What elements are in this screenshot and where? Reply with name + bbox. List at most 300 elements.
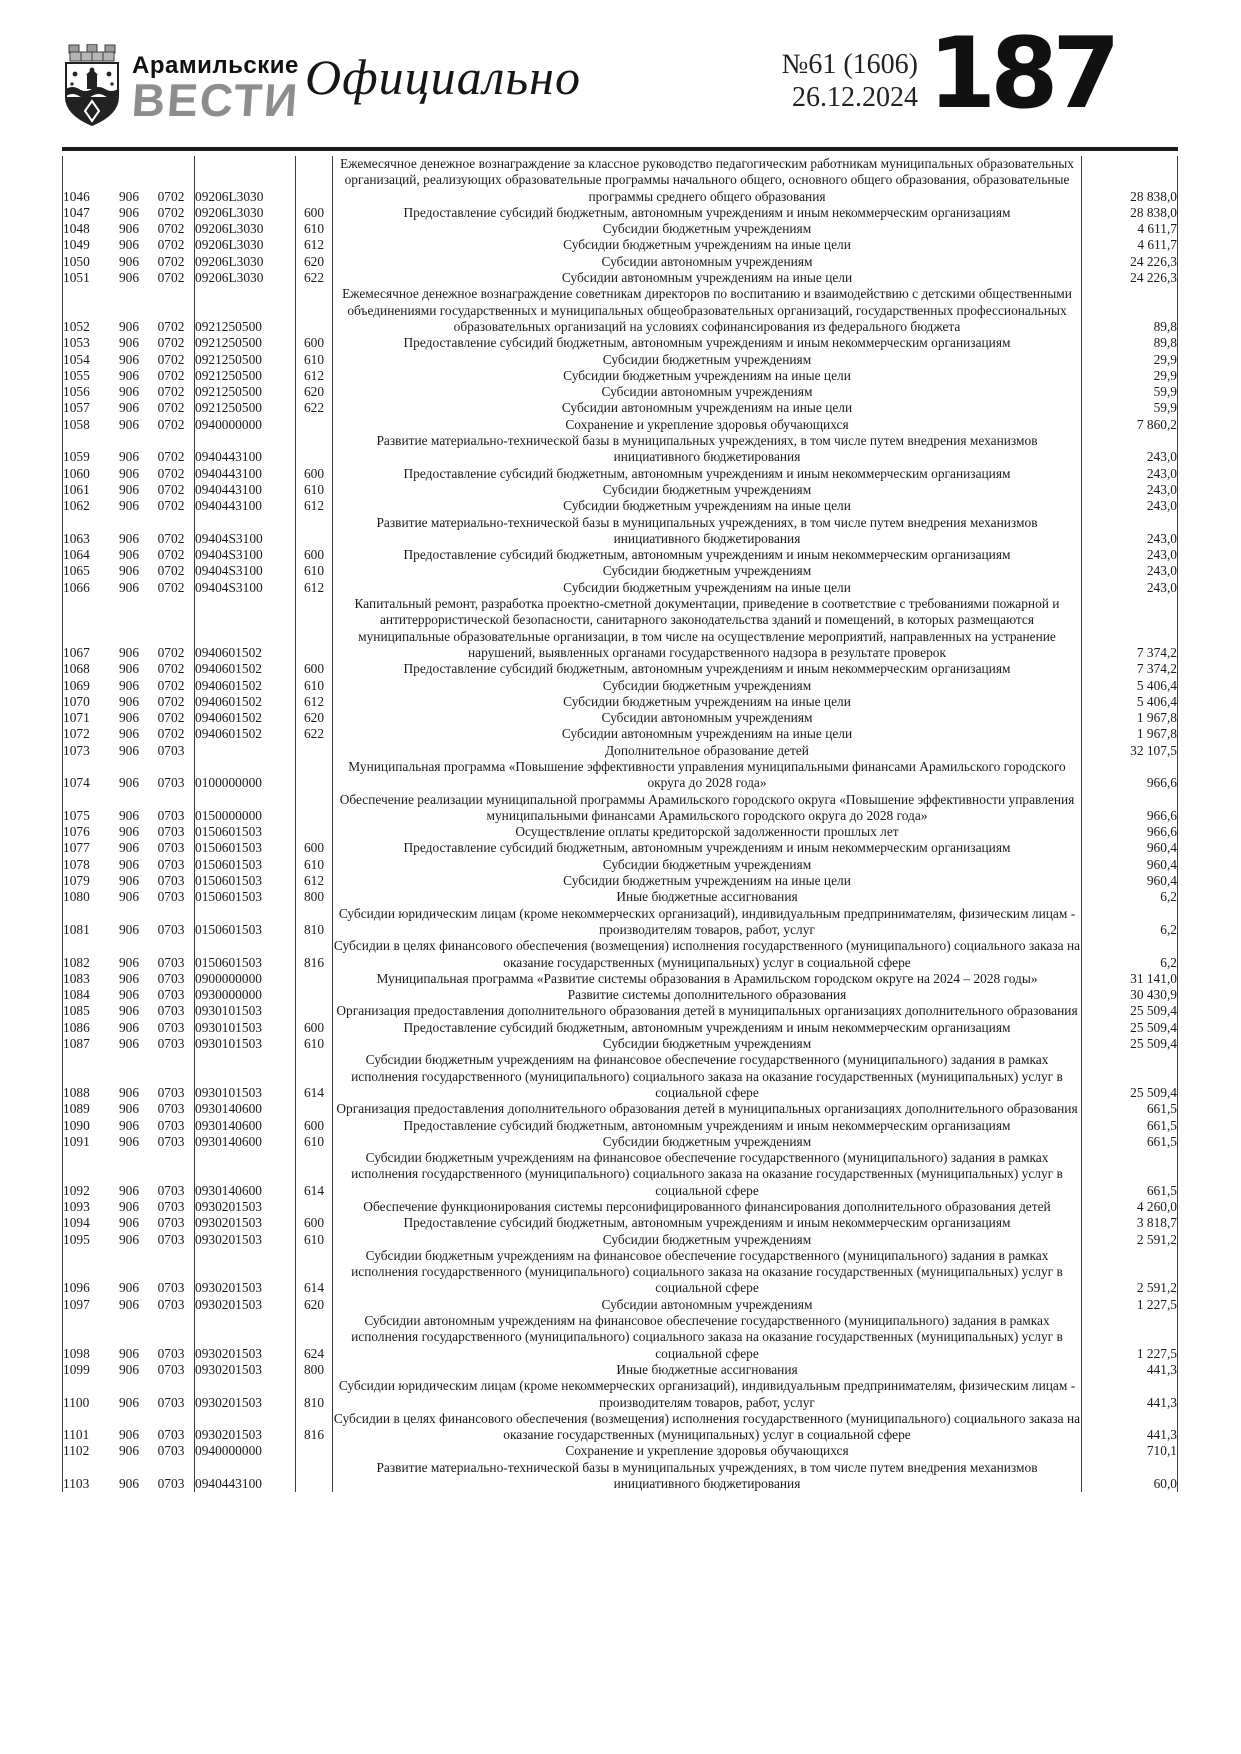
- cell-desc: Субсидии юридическим лицам (кроме некоммерческих организаций), индивидуальным предпринимателям, физическим лицам - производителям товаров, работ, услуг: [333, 906, 1082, 939]
- cell-num: 1054: [63, 352, 111, 368]
- cell-code: 0940601502: [195, 694, 296, 710]
- cell-amount: 441,3: [1082, 1378, 1178, 1411]
- cell-amount: 29,9: [1082, 352, 1178, 368]
- cell-amount: 243,0: [1082, 498, 1178, 514]
- cell-grbs: 906: [118, 221, 140, 237]
- cell-desc: Иные бюджетные ассигнования: [333, 889, 1082, 905]
- cell-code: 0150601503: [195, 840, 296, 856]
- cell-section: 0703: [157, 807, 185, 823]
- cell-desc: Предоставление субсидий бюджетным, автономным учреждениям и иным некоммерческим организациям: [333, 1020, 1082, 1036]
- cell-num: 1073: [63, 743, 111, 759]
- cell-code: 0921250500: [195, 400, 296, 416]
- cell-grbs: 906: [118, 954, 140, 970]
- cell-vid: 612: [296, 694, 333, 710]
- cell-vid: 620: [296, 1297, 333, 1313]
- cell-desc: Субсидии бюджетным учреждениям: [333, 1232, 1082, 1248]
- cell-vid: 810: [296, 1378, 333, 1411]
- table-row: [63, 726, 1178, 742]
- cell-num: 1085: [63, 1003, 111, 1019]
- table-row: [63, 678, 1178, 694]
- table-row: [63, 384, 1178, 400]
- cell-grbs: 906: [118, 547, 140, 563]
- cell-amount: 661,5: [1082, 1101, 1178, 1117]
- cell-grbs: 906: [118, 384, 140, 400]
- cell-desc: Ежемесячное денежное вознаграждение за классное руководство педагогическим работникам муниципальных образовательных организаций, реализующих образовательные программы начального общего, основного общего образования, образовательные программы среднего общего образования: [333, 156, 1082, 205]
- cell-code: 0921250500: [195, 286, 296, 335]
- cell-section: 0703: [157, 987, 185, 1003]
- cell-section: 0702: [157, 693, 185, 709]
- cell-code: 09206L3030: [195, 156, 296, 205]
- cell-code: 0150601503: [195, 824, 296, 840]
- cell-code: 0940443100: [195, 498, 296, 514]
- table-row: [63, 563, 1178, 579]
- table-row: [63, 1248, 1178, 1297]
- table-row: [63, 205, 1178, 221]
- cell-amount: 32 107,5: [1082, 743, 1178, 759]
- cell-num: 1100: [63, 1378, 111, 1411]
- cell-section: 0703: [157, 1019, 185, 1035]
- cell-vid: 600: [296, 661, 333, 677]
- cell-vid: 610: [296, 221, 333, 237]
- table-row: [63, 840, 1178, 856]
- cell-amount: 1 227,5: [1082, 1297, 1178, 1313]
- cell-num: 1069: [63, 678, 111, 694]
- page-header: [0, 0, 1241, 148]
- cell-section: 0703: [157, 921, 185, 937]
- cell-num: 1081: [63, 906, 111, 939]
- cell-vid: 600: [296, 1118, 333, 1134]
- cell-grbs: 906: [118, 237, 140, 253]
- table-row: [63, 661, 1178, 677]
- cell-desc: Субсидии автономным учреждениям на финансовое обеспечение государственного (муниципального) задания в рамках исполнения государственного (муниципального) социального заказа на оказание государственных (муниципальных) услуг в социальной сфере: [333, 1313, 1082, 1362]
- cell-vid: 612: [296, 368, 333, 384]
- cell-vid: 620: [296, 254, 333, 270]
- cell-section: 0703: [157, 954, 185, 970]
- cell-num: 1089: [63, 1101, 111, 1117]
- cell-num: 1084: [63, 987, 111, 1003]
- cell-amount: 966,6: [1082, 792, 1178, 825]
- cell-num: 1088: [63, 1052, 111, 1101]
- cell-code: 0100000000: [195, 759, 296, 792]
- cell-num: 1093: [63, 1199, 111, 1215]
- cell-grbs: 906: [118, 644, 140, 660]
- cell-num: 1047: [63, 205, 111, 221]
- budget-table-wrap: [62, 156, 1178, 1492]
- cell-vid: 620: [296, 710, 333, 726]
- cell-amount: 441,3: [1082, 1362, 1178, 1378]
- cell-code: 0150601503: [195, 857, 296, 873]
- cell-code: 0930000000: [195, 987, 296, 1003]
- cell-section: 0702: [157, 644, 185, 660]
- cell-section: 0702: [157, 318, 185, 334]
- cell-code: 0940443100: [195, 1460, 296, 1493]
- cell-section: 0703: [157, 1427, 185, 1443]
- cell-vid: 610: [296, 1232, 333, 1248]
- cell-desc: Субсидии автономным учреждениям на иные цели: [333, 270, 1082, 286]
- cell-vid: [296, 1003, 333, 1019]
- cell-amount: 7 374,2: [1082, 661, 1178, 677]
- cell-grbs: 906: [118, 1394, 140, 1410]
- cell-desc: Сохранение и укрепление здоровья обучающихся: [333, 1443, 1082, 1459]
- cell-code: 0940601502: [195, 726, 296, 742]
- issue-date: 26.12.2024: [792, 82, 918, 113]
- cell-grbs: 906: [118, 873, 140, 889]
- cell-grbs: 906: [118, 465, 140, 481]
- cell-num: 1091: [63, 1134, 111, 1150]
- cell-grbs: 906: [118, 987, 140, 1003]
- cell-code: 0940443100: [195, 482, 296, 498]
- cell-vid: [296, 971, 333, 987]
- cell-section: 0703: [157, 1476, 185, 1492]
- cell-vid: 614: [296, 1248, 333, 1297]
- cell-num: 1087: [63, 1036, 111, 1052]
- cell-num: 1063: [63, 515, 111, 548]
- cell-section: 0702: [157, 270, 185, 286]
- cell-num: 1059: [63, 433, 111, 466]
- cell-desc: Субсидии автономным учреждениям на иные цели: [333, 400, 1082, 416]
- cell-desc: Субсидии бюджетным учреждениям на финансовое обеспечение государственного (муниципального) задания в рамках исполнения государственного (муниципального) социального заказа на оказание государственных (муниципальных) услуг в социальной сфере: [333, 1248, 1082, 1297]
- cell-grbs: 906: [118, 824, 140, 840]
- cell-grbs: 906: [118, 1036, 140, 1052]
- cell-grbs: 906: [118, 204, 140, 220]
- cell-grbs: 906: [118, 775, 140, 791]
- cell-amount: 28 838,0: [1082, 205, 1178, 221]
- cell-code: 0930201503: [195, 1215, 296, 1231]
- table-row: [63, 743, 1178, 759]
- cell-vid: 614: [296, 1150, 333, 1199]
- table-row: [63, 1362, 1178, 1378]
- cell-amount: 60,0: [1082, 1460, 1178, 1493]
- cell-desc: Субсидии бюджетным учреждениям: [333, 352, 1082, 368]
- cell-desc: Субсидии автономным учреждениям на иные цели: [333, 726, 1082, 742]
- cell-code: 0930201503: [195, 1411, 296, 1444]
- cell-section: 0702: [157, 579, 185, 595]
- cell-vid: 622: [296, 270, 333, 286]
- cell-code: 0921250500: [195, 335, 296, 351]
- cell-amount: 4 611,7: [1082, 237, 1178, 253]
- cell-vid: [296, 1460, 333, 1493]
- cell-num: 1050: [63, 254, 111, 270]
- cell-num: 1060: [63, 466, 111, 482]
- cell-num: 1083: [63, 971, 111, 987]
- cell-grbs: 906: [118, 807, 140, 823]
- masthead-title-bottom: ВЕСТИ: [130, 74, 301, 126]
- section-title: Официально: [305, 49, 581, 105]
- cell-vid: 610: [296, 1036, 333, 1052]
- cell-grbs: 906: [118, 710, 140, 726]
- table-row: [63, 1020, 1178, 1036]
- cell-vid: [296, 1443, 333, 1459]
- cell-amount: 960,4: [1082, 873, 1178, 889]
- table-row: [63, 987, 1178, 1003]
- cell-amount: 710,1: [1082, 1443, 1178, 1459]
- cell-amount: 243,0: [1082, 515, 1178, 548]
- masthead-text: [130, 52, 301, 126]
- cell-desc: Сохранение и укрепление здоровья обучающихся: [333, 417, 1082, 433]
- cell-section: 0703: [157, 1361, 185, 1377]
- cell-desc: Субсидии бюджетным учреждениям на иные цели: [333, 368, 1082, 384]
- cell-amount: 2 591,2: [1082, 1232, 1178, 1248]
- cell-code: [195, 743, 296, 759]
- cell-vid: 612: [296, 873, 333, 889]
- cell-amount: 89,8: [1082, 286, 1178, 335]
- cell-desc: Обеспечение функционирования системы персонифицированного финансирования дополнительного образования детей: [333, 1199, 1082, 1215]
- cell-code: 0930101503: [195, 1052, 296, 1101]
- cell-desc: Субсидии бюджетным учреждениям: [333, 221, 1082, 237]
- cell-num: 1097: [63, 1297, 111, 1313]
- cell-section: 0702: [157, 253, 185, 269]
- cell-code: 0930140600: [195, 1150, 296, 1199]
- cell-vid: [296, 987, 333, 1003]
- table-row: [63, 857, 1178, 873]
- cell-section: 0703: [157, 1443, 185, 1459]
- cell-num: 1077: [63, 840, 111, 856]
- table-row: [63, 1150, 1178, 1199]
- cell-code: 0150601503: [195, 873, 296, 889]
- cell-amount: 29,9: [1082, 368, 1178, 384]
- cell-section: 0702: [157, 204, 185, 220]
- cell-code: 0930101503: [195, 1003, 296, 1019]
- coat-of-arms-icon: [60, 44, 124, 128]
- cell-grbs: 906: [118, 449, 140, 465]
- cell-section: 0703: [157, 1345, 185, 1361]
- cell-vid: 624: [296, 1313, 333, 1362]
- cell-desc: Предоставление субсидий бюджетным, автономным учреждениям и иным некоммерческим организациям: [333, 1215, 1082, 1231]
- cell-num: 1071: [63, 710, 111, 726]
- cell-desc: Субсидии автономным учреждениям: [333, 384, 1082, 400]
- cell-desc: Предоставление субсидий бюджетным, автономным учреждениям и иным некоммерческим организациям: [333, 547, 1082, 563]
- cell-code: 09206L3030: [195, 221, 296, 237]
- cell-grbs: 906: [118, 367, 140, 383]
- cell-grbs: 906: [118, 889, 140, 905]
- cell-section: 0702: [157, 677, 185, 693]
- cell-grbs: 906: [118, 1443, 140, 1459]
- cell-amount: 30 430,9: [1082, 987, 1178, 1003]
- cell-code: 0940601502: [195, 678, 296, 694]
- cell-num: 1099: [63, 1362, 111, 1378]
- table-row: [63, 352, 1178, 368]
- cell-grbs: 906: [118, 742, 140, 758]
- cell-vid: 612: [296, 237, 333, 253]
- table-row: [63, 1232, 1178, 1248]
- cell-num: 1072: [63, 726, 111, 742]
- cell-code: 0900000000: [195, 971, 296, 987]
- cell-desc: Субсидии бюджетным учреждениям на иные цели: [333, 237, 1082, 253]
- table-row: [63, 1215, 1178, 1231]
- cell-desc: Обеспечение реализации муниципальной программы Арамильского городского округа «Повышение эффективности управления муниципальными финансами Арамильского городского округа до 2028 года»: [333, 792, 1082, 825]
- cell-num: 1094: [63, 1215, 111, 1231]
- cell-vid: 610: [296, 482, 333, 498]
- cell-num: 1078: [63, 857, 111, 873]
- cell-grbs: 906: [118, 1133, 140, 1149]
- cell-section: 0702: [157, 530, 185, 546]
- cell-num: 1075: [63, 792, 111, 825]
- cell-code: 0921250500: [195, 352, 296, 368]
- table-row: [63, 368, 1178, 384]
- cell-section: 0702: [157, 547, 185, 563]
- cell-vid: [296, 824, 333, 840]
- cell-vid: 600: [296, 1020, 333, 1036]
- cell-vid: [296, 156, 333, 205]
- table-row: [63, 1297, 1178, 1313]
- cell-desc: Субсидии в целях финансового обеспечения (возмещения) исполнения государственного (муниципального) социального заказа на оказание государственных (муниципальных) услуг в социальной сфере: [333, 938, 1081, 970]
- cell-desc: Предоставление субсидий бюджетным, автономным учреждениям и иным некоммерческим организациям: [333, 840, 1082, 856]
- cell-section: 0703: [157, 1296, 185, 1312]
- cell-section: 0702: [157, 237, 185, 253]
- cell-amount: 25 509,4: [1082, 1003, 1178, 1019]
- cell-grbs: 906: [118, 1215, 140, 1231]
- cell-grbs: 906: [118, 1019, 140, 1035]
- cell-desc: Муниципальная программа «Развитие системы образования в Арамильском городском округе на 2024 – 2028 годы»: [333, 971, 1082, 987]
- cell-vid: [296, 792, 333, 825]
- table-row: [63, 1118, 1178, 1134]
- cell-num: 1058: [63, 417, 111, 433]
- cell-section: 0702: [157, 726, 185, 742]
- table-row: [63, 710, 1178, 726]
- table-row: [63, 938, 1178, 971]
- issue-block: [700, 48, 918, 114]
- cell-desc: Осуществление оплаты кредиторской задолженности прошлых лет: [333, 824, 1082, 840]
- cell-amount: 243,0: [1082, 580, 1178, 596]
- table-row: [63, 1199, 1178, 1215]
- cell-grbs: 906: [118, 1296, 140, 1312]
- cell-vid: [296, 759, 333, 792]
- cell-amount: 243,0: [1082, 547, 1178, 563]
- cell-grbs: 906: [118, 1101, 140, 1117]
- cell-grbs: 906: [118, 921, 140, 937]
- cell-section: 0703: [157, 1036, 185, 1052]
- cell-grbs: 906: [118, 840, 140, 856]
- cell-section: 0702: [157, 221, 185, 237]
- cell-grbs: 906: [118, 400, 140, 416]
- cell-grbs: 906: [118, 1182, 140, 1198]
- cell-amount: 966,6: [1082, 759, 1178, 792]
- cell-section: 0702: [157, 465, 185, 481]
- cell-grbs: 906: [118, 498, 140, 514]
- cell-grbs: 906: [118, 1476, 140, 1492]
- cell-num: 1102: [63, 1443, 111, 1459]
- cell-vid: 620: [296, 384, 333, 400]
- cell-vid: 612: [296, 580, 333, 596]
- budget-table-body: [63, 156, 1178, 1492]
- cell-section: 0703: [157, 775, 185, 791]
- cell-desc: Субсидии в целях финансового обеспечения (возмещения) исполнения государственного (муниципального) социального заказа на оказание государственных (муниципальных) услуг в социальной сфере: [333, 1410, 1081, 1443]
- cell-code: 0940601502: [195, 661, 296, 677]
- cell-section: 0703: [157, 1182, 185, 1198]
- cell-desc: Развитие системы дополнительного образования: [333, 987, 1082, 1003]
- cell-section: 0703: [157, 970, 185, 986]
- cell-num: 1082: [63, 938, 111, 971]
- cell-vid: 600: [296, 335, 333, 351]
- cell-grbs: 906: [118, 563, 140, 579]
- table-row: [63, 1313, 1178, 1362]
- cell-code: 0940443100: [195, 433, 296, 466]
- cell-amount: 243,0: [1082, 482, 1178, 498]
- cell-grbs: 906: [118, 1231, 140, 1247]
- table-row: [63, 1411, 1178, 1444]
- cell-num: 1086: [63, 1020, 111, 1036]
- issue-number: №61 (1606): [781, 49, 918, 80]
- cell-code: 0930201503: [195, 1378, 296, 1411]
- cell-section: 0703: [157, 1231, 185, 1247]
- table-row: [63, 1378, 1178, 1411]
- cell-code: 0150601503: [195, 938, 296, 971]
- cell-amount: 2 591,2: [1082, 1248, 1178, 1297]
- cell-section: 0703: [157, 1003, 185, 1019]
- cell-code: 09404S3100: [195, 547, 296, 563]
- cell-section: 0703: [157, 873, 185, 889]
- table-row: [63, 759, 1178, 792]
- cell-num: 1074: [63, 759, 111, 792]
- cell-vid: 816: [296, 938, 333, 971]
- cell-desc: Предоставление субсидий бюджетным, автономным учреждениям и иным некоммерческим организациям: [333, 205, 1082, 221]
- table-row: [63, 694, 1178, 710]
- cell-vid: 600: [296, 466, 333, 482]
- table-row: [63, 237, 1178, 253]
- cell-grbs: 906: [118, 335, 140, 351]
- cell-amount: 24 226,3: [1082, 270, 1178, 286]
- cell-section: 0702: [157, 710, 185, 726]
- table-row: [63, 547, 1178, 563]
- cell-code: 09206L3030: [195, 254, 296, 270]
- cell-grbs: 906: [118, 188, 140, 204]
- table-row: [63, 156, 1178, 205]
- cell-vid: 600: [296, 205, 333, 221]
- cell-grbs: 906: [118, 856, 140, 872]
- cell-section: 0702: [157, 384, 185, 400]
- cell-vid: 610: [296, 352, 333, 368]
- cell-vid: 810: [296, 906, 333, 939]
- page-number: 187: [928, 17, 1115, 131]
- cell-vid: 610: [296, 678, 333, 694]
- cell-desc: Субсидии бюджетным учреждениям на иные цели: [333, 580, 1082, 596]
- table-row: [63, 1052, 1178, 1101]
- cell-grbs: 906: [118, 416, 140, 432]
- table-row: [63, 873, 1178, 889]
- table-row: [63, 1134, 1178, 1150]
- cell-section: 0703: [157, 824, 185, 840]
- table-row: [63, 824, 1178, 840]
- cell-code: 0150000000: [195, 792, 296, 825]
- table-row: [63, 270, 1178, 286]
- cell-grbs: 906: [118, 270, 140, 286]
- cell-grbs: 906: [118, 677, 140, 693]
- cell-code: 0940443100: [195, 466, 296, 482]
- cell-num: 1061: [63, 482, 111, 498]
- cell-desc: Субсидии бюджетным учреждениям на финансовое обеспечение государственного (муниципального) задания в рамках исполнения государственного (муниципального) социального заказа на оказание государственных (муниципальных) услуг в социальной сфере: [333, 1150, 1082, 1199]
- cell-num: 1090: [63, 1118, 111, 1134]
- cell-amount: 4 260,0: [1082, 1199, 1178, 1215]
- cell-grbs: 906: [118, 1427, 140, 1443]
- cell-grbs: 906: [118, 726, 140, 742]
- cell-desc: Субсидии автономным учреждениям: [333, 1297, 1082, 1313]
- cell-num: 1052: [63, 286, 111, 335]
- cell-vid: 800: [296, 889, 333, 905]
- cell-grbs: 906: [118, 1199, 140, 1214]
- cell-section: 0703: [157, 1280, 185, 1296]
- cell-num: 1092: [63, 1150, 111, 1199]
- cell-amount: 966,6: [1082, 824, 1178, 840]
- cell-amount: 89,8: [1082, 335, 1178, 351]
- table-row: [63, 498, 1178, 514]
- cell-vid: 622: [296, 726, 333, 742]
- cell-amount: 661,5: [1082, 1134, 1178, 1150]
- cell-section: 0702: [157, 449, 185, 465]
- cell-amount: 960,4: [1082, 840, 1178, 856]
- cell-desc: Субсидии бюджетным учреждениям: [333, 678, 1082, 694]
- cell-amount: 25 509,4: [1082, 1052, 1178, 1101]
- cell-num: 1080: [63, 889, 111, 905]
